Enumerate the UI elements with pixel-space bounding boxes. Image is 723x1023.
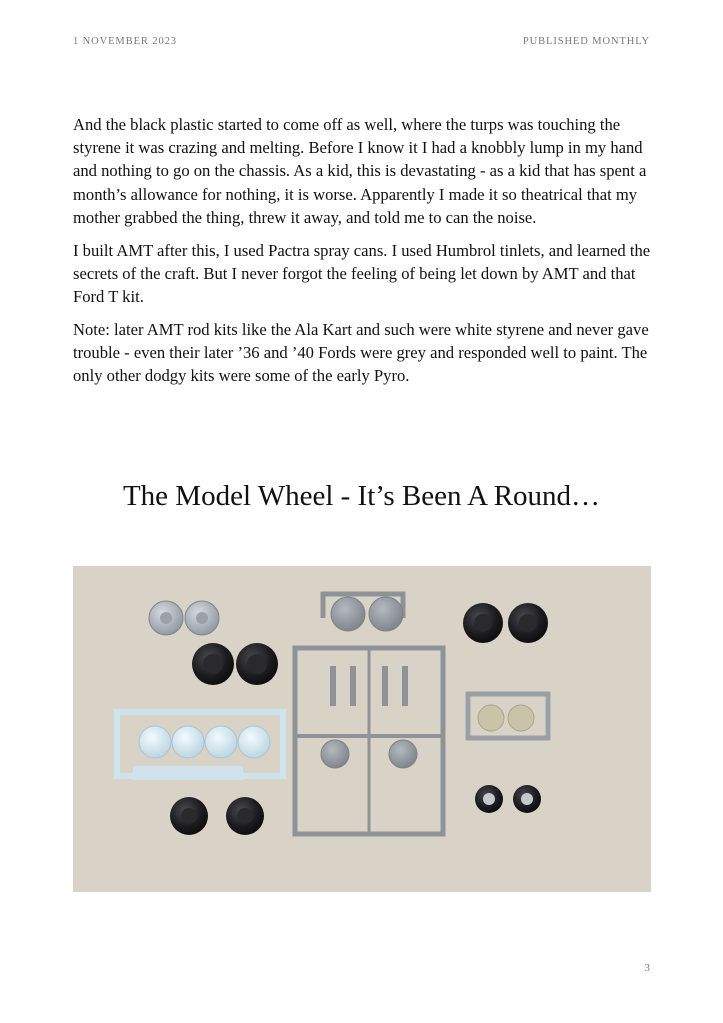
paragraph: Note: later AMT rod kits like the Ala Kart and such were white styrene and never gave trouble - even their later ’36 and ’40 Fords were grey and responded well to paint. The only other dodgy kits were some of the early Pyro. — [73, 319, 649, 386]
chrome-wheel-pair — [475, 785, 541, 813]
beige-wheel-sprue — [468, 694, 548, 738]
article-body — [73, 113, 653, 397]
light-blue-wheel-sprue — [117, 712, 283, 780]
silver-wheel-pair — [149, 601, 219, 635]
grey-parts-sprue — [295, 594, 443, 834]
section-heading: The Model Wheel - It’s Been A Round… — [122, 480, 601, 512]
black-tyre-pair — [170, 797, 264, 835]
page-number: 3 — [644, 962, 650, 974]
black-tyre-pair — [192, 643, 278, 685]
black-tyre-pair — [463, 603, 548, 643]
photo-illustration — [73, 566, 651, 892]
model-wheels-photo — [73, 566, 651, 892]
running-header — [73, 36, 650, 47]
publication-frequency: PUBLISHED MONTHLY — [522, 36, 650, 47]
paragraph: I built AMT after this, I used Pactra spray cans. I used Humbrol tinlets, and learned the secrets of the craft. But I never forgot the feeling of being let down by AMT and that Ford T kit. — [73, 240, 651, 307]
issue-date: 1 NOVEMBER 2023 — [73, 36, 177, 47]
paragraph: And the black plastic started to come off as well, where the turps was touching the styrene it was crazing and melting. Before I know it I had a knobbly lump in my hand and nothing to go on the chassis. As a kid, this is devastating - as a kid that has spent a month’s allowance for nothing, it is worse. Apparently I made it so theatrical that my mother grabbed the thing, threw it away, and told me to can the noise. — [73, 115, 647, 227]
